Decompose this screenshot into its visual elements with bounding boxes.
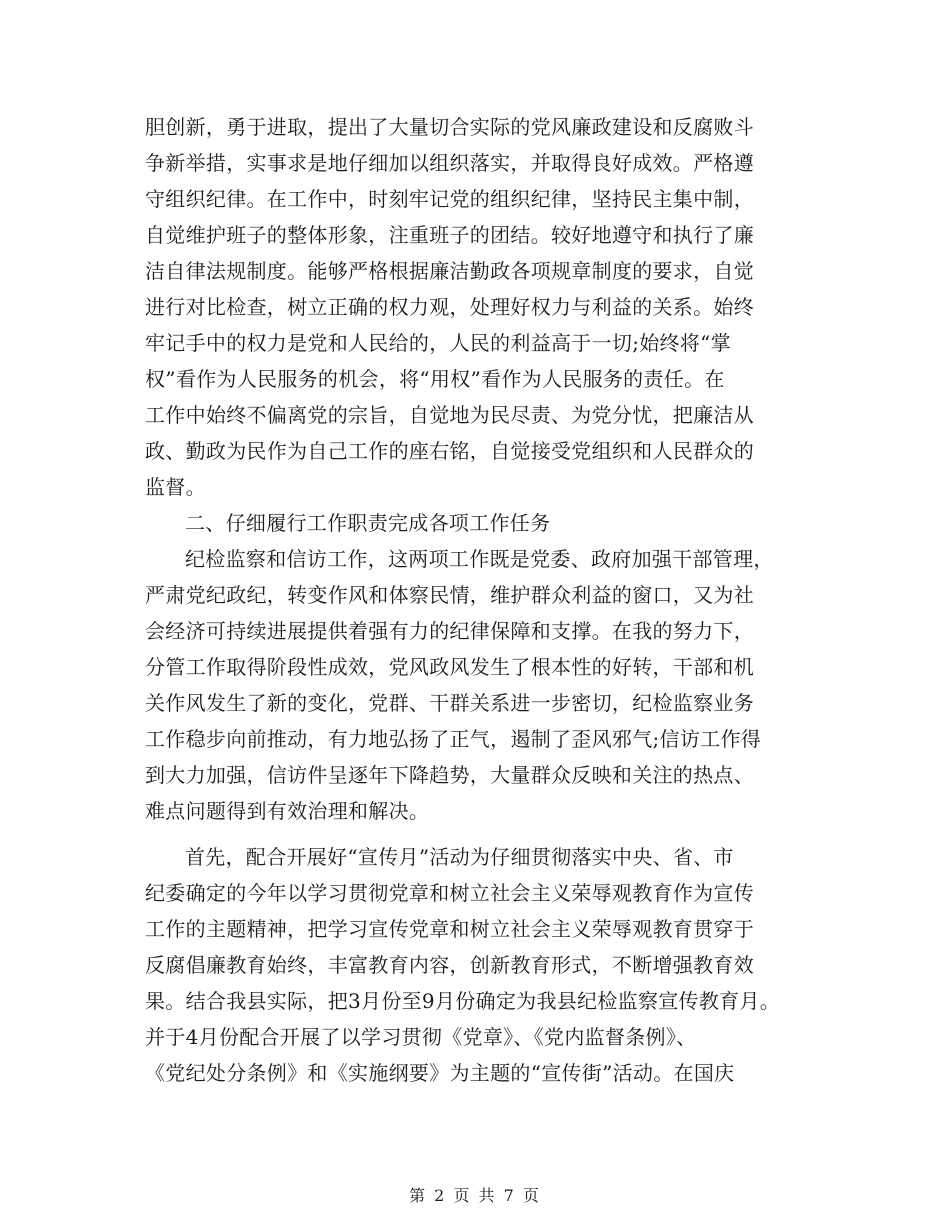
text-line: 关作风发生了新的变化，党群、干群关系进一步密切，纪检监察业务 — [145, 691, 754, 715]
text-line: 并于4月份配合开展了以学习贯彻《党章》、《党内监督条例》、 — [145, 1025, 697, 1049]
text-line: 政、勤政为民作为自己工作的座右铭，自觉接受党组织和人民群众的 — [145, 439, 754, 463]
page-number: 第 2 页 共 7 页 — [409, 1186, 541, 1205]
text-line: 反腐倡廉教育始终，丰富教育内容，创新教育形式，不断增强教育效 — [145, 953, 754, 977]
text-line: 《党纪处分条例》和《实施纲要》为主题的“宣传街”活动。在国庆 — [145, 1061, 735, 1085]
text-line: 自觉维护班子的整体形象，注重班子的团结。较好地遵守和执行了廉 — [145, 223, 754, 247]
text-line: 权”看作为人民服务的机会，将“用权”看作为人民服务的责任。在 — [145, 367, 725, 391]
text-line: 纪检监察和信访工作，这两项工作既是党委、政府加强干部管理， — [185, 547, 774, 571]
text-line: 工作的主题精神，把学习宣传党章和树立社会主义荣辱观教育贯穿于 — [145, 917, 754, 941]
section-heading: 二、仔细履行工作职责完成各项工作任务 — [185, 511, 551, 535]
text-line: 监督。 — [145, 475, 206, 499]
text-line: 会经济可持续进展提供着强有力的纪律保障和支撑。在我的努力下， — [145, 619, 754, 643]
text-line: 工作稳步向前推动，有力地弘扬了正气，遏制了歪风邪气;信访工作得 — [145, 727, 762, 751]
text-line: 果。结合我县实际，把3月份至9月份确定为我县纪检监察宣传教育月。 — [145, 989, 781, 1013]
text-line: 难点问题得到有效治理和解决。 — [145, 799, 430, 823]
text-line: 首先，配合开展好“宣传月”活动为仔细贯彻落实中央、省、市 — [185, 845, 734, 869]
text-line: 争新举措，实事求是地仔细加以组织落实，并取得良好成效。严格遵 — [145, 151, 754, 175]
text-line: 守组织纪律。在工作中，时刻牢记党的组织纪律，坚持民主集中制， — [145, 187, 754, 211]
text-line: 进行对比检查，树立正确的权力观，处理好权力与利益的关系。始终 — [145, 295, 754, 319]
text-line: 纪委确定的今年以学习贯彻党章和树立社会主义荣辱观教育作为宣传 — [145, 881, 754, 905]
text-line: 严肃党纪政纪，转变作风和体察民情，维护群众利益的窗口，又为社 — [145, 583, 754, 607]
text-line: 胆创新，勇于进取，提出了大量切合实际的党风廉政建设和反腐败斗 — [145, 115, 754, 139]
text-line: 牢记手中的权力是党和人民给的，人民的利益高于一切;始终将“掌 — [145, 331, 731, 355]
text-line: 分管工作取得阶段性成效，党风政风发生了根本性的好转，干部和机 — [145, 655, 754, 679]
text-line: 洁自律法规制度。能够严格根据廉洁勤政各项规章制度的要求，自觉 — [145, 259, 754, 283]
text-line: 到大力加强，信访件呈逐年下降趋势，大量群众反映和关注的热点、 — [145, 763, 754, 787]
text-line: 工作中始终不偏离党的宗旨，自觉地为民尽责、为党分忧，把廉洁从 — [145, 403, 754, 427]
